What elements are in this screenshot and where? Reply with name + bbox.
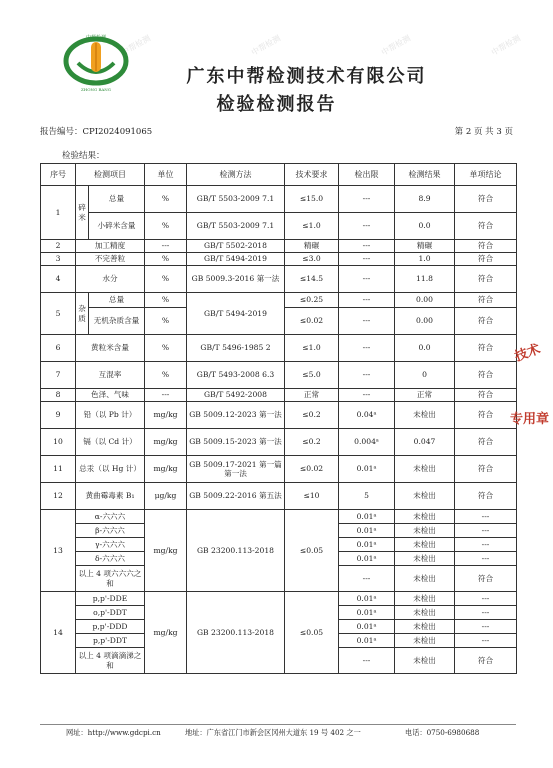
- result-cell: 未检出: [395, 552, 455, 566]
- table-row: [41, 253, 517, 266]
- item-cell: 镉（以 Cd 计）: [76, 429, 145, 456]
- item-cell: β-六六六: [76, 524, 145, 538]
- logo-top-text: 中帮检测: [85, 35, 107, 41]
- seal-stamp: [510, 330, 553, 440]
- result-cell: 未检出: [395, 402, 455, 429]
- item-cell: 不完善粒: [76, 253, 145, 266]
- unit-cell: %: [145, 253, 187, 266]
- conclusion-cell: 符合: [455, 648, 517, 674]
- col-header: 序号: [41, 164, 76, 186]
- conclusion-cell: 符合: [455, 293, 517, 308]
- lod-cell: 0.01ᵃ: [339, 634, 395, 648]
- requirement-cell: ≤0.05: [285, 592, 339, 674]
- conclusion-cell: ---: [455, 606, 517, 620]
- seq-cell: 12: [41, 483, 76, 510]
- seq-cell: 10: [41, 429, 76, 456]
- group-cell: 碎米: [76, 186, 89, 240]
- conclusion-cell: 符合: [455, 186, 517, 213]
- conclusion-cell: 符合: [455, 456, 517, 483]
- col-header: 单位: [145, 164, 187, 186]
- unit-cell: %: [145, 266, 187, 293]
- lod-cell: 0.01ᵃ: [339, 592, 395, 606]
- col-header: 技术要求: [285, 164, 339, 186]
- watermark-text: 中帮检测: [489, 33, 523, 58]
- lod-cell: ---: [339, 362, 395, 389]
- report-number: 报告编号：CPI2024091065: [40, 127, 153, 137]
- result-cell: 正常: [395, 389, 455, 402]
- item-cell: 黄曲霉毒素 B₁: [76, 483, 145, 510]
- seq-cell: 13: [41, 510, 76, 592]
- lod-cell: 0.01ᵃ: [339, 524, 395, 538]
- result-cell: 未检出: [395, 606, 455, 620]
- conclusion-cell: 符合: [455, 240, 517, 253]
- requirement-cell: ≤10: [285, 483, 339, 510]
- conclusion-cell: ---: [455, 510, 517, 524]
- method-cell: GB/T 5502-2018: [187, 240, 285, 253]
- result-cell: 0.00: [395, 293, 455, 308]
- group-cell: 杂质: [76, 293, 89, 335]
- unit-cell: ---: [145, 240, 187, 253]
- seq-cell: 4: [41, 266, 76, 293]
- unit-cell: %: [145, 308, 187, 335]
- requirement-cell: ≤14.5: [285, 266, 339, 293]
- method-cell: GB 5009.12-2023 第一法: [187, 402, 285, 429]
- table-row: [41, 293, 517, 308]
- method-cell: GB/T 5496-1985 2: [187, 335, 285, 362]
- item-cell: 色泽、气味: [76, 389, 145, 402]
- lod-cell: 0.04ᵃ: [339, 402, 395, 429]
- seq-cell: 2: [41, 240, 76, 253]
- table-row: [41, 362, 517, 389]
- conclusion-cell: 符合: [455, 266, 517, 293]
- method-cell: GB/T 5492-2008: [187, 389, 285, 402]
- table-row: [41, 510, 517, 524]
- col-header: 检测方法: [187, 164, 285, 186]
- unit-cell: ---: [145, 389, 187, 402]
- method-cell: GB 23200.113-2018: [187, 510, 285, 592]
- conclusion-cell: 符合: [455, 429, 517, 456]
- col-header: 检出限: [339, 164, 395, 186]
- requirement-cell: ≤0.05: [285, 510, 339, 592]
- unit-cell: %: [145, 213, 187, 240]
- item-cell: p,p'-DDD: [76, 620, 145, 634]
- result-cell: 未检出: [395, 538, 455, 552]
- result-cell: 未检出: [395, 648, 455, 674]
- lod-cell: ---: [339, 266, 395, 293]
- report-title: 检验检测报告: [216, 94, 337, 115]
- seq-cell: 9: [41, 402, 76, 429]
- result-cell: 0: [395, 362, 455, 389]
- method-cell: GB 5009.15-2023 第一法: [187, 429, 285, 456]
- seq-cell: 6: [41, 335, 76, 362]
- footer-divider: [40, 724, 516, 725]
- lod-cell: 0.004ᵃ: [339, 429, 395, 456]
- stamp-text-bottom: 专用章: [510, 412, 550, 427]
- unit-cell: %: [145, 293, 187, 308]
- result-cell: 未检出: [395, 566, 455, 592]
- item-cell: 以上 4 项滴滴涕之和: [76, 648, 145, 674]
- requirement-cell: ≤1.0: [285, 213, 339, 240]
- seq-cell: 7: [41, 362, 76, 389]
- lod-cell: ---: [339, 566, 395, 592]
- table-row: [41, 213, 517, 240]
- conclusion-cell: 符合: [455, 566, 517, 592]
- conclusion-cell: ---: [455, 620, 517, 634]
- item-cell: 无机杂质含量: [89, 308, 145, 335]
- requirement-cell: ≤0.2: [285, 402, 339, 429]
- lod-cell: ---: [339, 240, 395, 253]
- requirement-cell: ≤0.2: [285, 429, 339, 456]
- lod-cell: ---: [339, 389, 395, 402]
- seq-cell: 11: [41, 456, 76, 483]
- lod-cell: ---: [339, 648, 395, 674]
- method-cell: GB/T 5494-2019: [187, 293, 285, 335]
- item-cell: 互混率: [76, 362, 145, 389]
- method-cell: GB/T 5503-2009 7.1: [187, 213, 285, 240]
- lod-cell: 5: [339, 483, 395, 510]
- table-header-row: [41, 164, 517, 186]
- seq-cell: 5: [41, 293, 76, 335]
- method-cell: GB/T 5494-2019: [187, 253, 285, 266]
- stamp-text-top: 技术: [512, 341, 543, 365]
- item-cell: p,p'-DDE: [76, 592, 145, 606]
- item-cell: α-六六六: [76, 510, 145, 524]
- requirement-cell: 精碾: [285, 240, 339, 253]
- footer-phone: 电话：0750-6980688: [405, 728, 480, 737]
- result-cell: 未检出: [395, 634, 455, 648]
- seq-cell: 1: [41, 186, 76, 240]
- lod-cell: 0.01ᵃ: [339, 620, 395, 634]
- seq-cell: 8: [41, 389, 76, 402]
- watermark-text: 中帮检测: [119, 33, 153, 58]
- result-cell: 精碾: [395, 240, 455, 253]
- table-row: [41, 389, 517, 402]
- table-row: [41, 335, 517, 362]
- item-cell: 水分: [76, 266, 145, 293]
- method-cell: GB 5009.22-2016 第五法: [187, 483, 285, 510]
- lod-cell: 0.01ᵃ: [339, 606, 395, 620]
- method-cell: GB/T 5493-2008 6.3: [187, 362, 285, 389]
- results-table: [40, 163, 517, 674]
- conclusion-cell: 符合: [455, 362, 517, 389]
- unit-cell: %: [145, 362, 187, 389]
- item-cell: 以上 4 项六六六之和: [76, 566, 145, 592]
- conclusion-cell: ---: [455, 538, 517, 552]
- col-header: 单项结论: [455, 164, 517, 186]
- result-cell: 未检出: [395, 456, 455, 483]
- lod-cell: 0.01ᵃ: [339, 510, 395, 524]
- result-cell: 未检出: [395, 510, 455, 524]
- conclusion-cell: 符合: [455, 483, 517, 510]
- item-cell: 加工精度: [76, 240, 145, 253]
- conclusion-cell: 符合: [455, 335, 517, 362]
- unit-cell: %: [145, 335, 187, 362]
- item-cell: o,p'-DDT: [76, 606, 145, 620]
- watermark-text: 中帮检测: [249, 33, 283, 58]
- conclusion-cell: ---: [455, 524, 517, 538]
- requirement-cell: ≤0.25: [285, 293, 339, 308]
- result-cell: 未检出: [395, 483, 455, 510]
- conclusion-cell: 符合: [455, 389, 517, 402]
- lod-cell: 0.01ᵃ: [339, 456, 395, 483]
- seq-cell: 3: [41, 253, 76, 266]
- item-cell: p,p'-DDT: [76, 634, 145, 648]
- unit-cell: mg/kg: [145, 456, 187, 483]
- unit-cell: mg/kg: [145, 402, 187, 429]
- unit-cell: μg/kg: [145, 483, 187, 510]
- requirement-cell: ≤1.0: [285, 335, 339, 362]
- lod-cell: 0.01ᵃ: [339, 552, 395, 566]
- item-cell: 总汞（以 Hg 计）: [76, 456, 145, 483]
- result-cell: 0.047: [395, 429, 455, 456]
- method-cell: GB 23200.113-2018: [187, 592, 285, 674]
- method-cell: GB 5009.3-2016 第一法: [187, 266, 285, 293]
- conclusion-cell: 符合: [455, 213, 517, 240]
- table-row: [41, 429, 517, 456]
- item-cell: 总量: [89, 186, 145, 213]
- unit-cell: mg/kg: [145, 510, 187, 592]
- conclusion-cell: 符合: [455, 402, 517, 429]
- footer-website: 网址：http://www.gdcpi.cn: [66, 728, 161, 737]
- item-cell: 小碎米含量: [89, 213, 145, 240]
- lod-cell: ---: [339, 335, 395, 362]
- footer-address: 地址：广东省江门市新会区冈州大道东 19 号 402 之一: [185, 728, 361, 737]
- result-cell: 未检出: [395, 620, 455, 634]
- col-header: 检测项目: [76, 164, 145, 186]
- conclusion-cell: ---: [455, 634, 517, 648]
- table-row: [41, 483, 517, 510]
- section-title: 检验结果：: [62, 151, 105, 161]
- result-cell: 0.0: [395, 335, 455, 362]
- watermark-text: 中帮检测: [379, 33, 413, 58]
- conclusion-cell: 符合: [455, 253, 517, 266]
- item-cell: 铅（以 Pb 计）: [76, 402, 145, 429]
- lod-cell: ---: [339, 186, 395, 213]
- table-row: [41, 456, 517, 483]
- unit-cell: %: [145, 186, 187, 213]
- method-cell: GB 5009.17-2021 第一篇 第一法: [187, 456, 285, 483]
- conclusion-cell: ---: [455, 552, 517, 566]
- lod-cell: ---: [339, 293, 395, 308]
- result-cell: 未检出: [395, 592, 455, 606]
- lod-cell: ---: [339, 308, 395, 335]
- item-cell: δ-六六六: [76, 552, 145, 566]
- result-cell: 未检出: [395, 524, 455, 538]
- conclusion-cell: 符合: [455, 308, 517, 335]
- requirement-cell: ≤0.02: [285, 308, 339, 335]
- requirement-cell: 正常: [285, 389, 339, 402]
- unit-cell: mg/kg: [145, 429, 187, 456]
- result-cell: 11.8: [395, 266, 455, 293]
- page-number: 第 2 页 共 3 页: [454, 127, 513, 137]
- lod-cell: 0.01ᵃ: [339, 538, 395, 552]
- table-row: [41, 266, 517, 293]
- lod-cell: ---: [339, 213, 395, 240]
- col-header: 检测结果: [395, 164, 455, 186]
- table-row: [41, 186, 517, 213]
- table-row: [41, 402, 517, 429]
- logo-bottom-text: ZHONG BANG: [80, 87, 112, 92]
- company-name: 广东中帮检测技术有限公司: [186, 66, 427, 87]
- result-cell: 0.00: [395, 308, 455, 335]
- requirement-cell: ≤0.02: [285, 456, 339, 483]
- result-cell: 1.0: [395, 253, 455, 266]
- requirement-cell: ≤3.0: [285, 253, 339, 266]
- method-cell: GB/T 5503-2009 7.1: [187, 186, 285, 213]
- item-cell: γ-六六六: [76, 538, 145, 552]
- requirement-cell: ≤15.0: [285, 186, 339, 213]
- seq-cell: 14: [41, 592, 76, 674]
- table-row: [41, 592, 517, 606]
- unit-cell: mg/kg: [145, 592, 187, 674]
- requirement-cell: ≤5.0: [285, 362, 339, 389]
- item-cell: 黄粒米含量: [76, 335, 145, 362]
- result-cell: 8.9: [395, 186, 455, 213]
- result-cell: 0.0: [395, 213, 455, 240]
- conclusion-cell: ---: [455, 592, 517, 606]
- table-row: [41, 240, 517, 253]
- item-cell: 总量: [89, 293, 145, 308]
- lod-cell: ---: [339, 253, 395, 266]
